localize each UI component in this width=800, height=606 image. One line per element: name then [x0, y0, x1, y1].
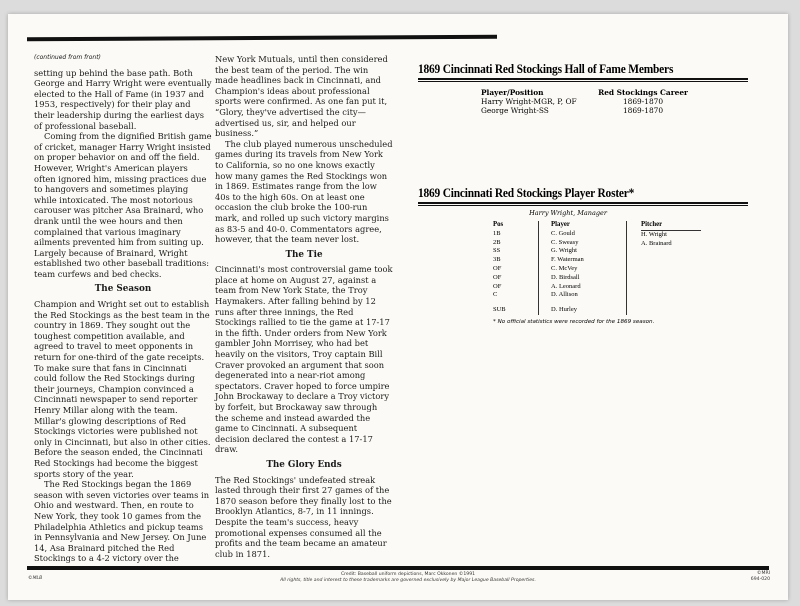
- roster-player: G. Wright: [551, 247, 577, 255]
- roster-table: [493, 221, 748, 315]
- header-career: Red Stockings Career: [598, 88, 688, 97]
- roster-pos: OF: [493, 273, 502, 281]
- hof-career: 1869-1870: [622, 106, 664, 115]
- continued-note: (continued from front): [34, 54, 101, 61]
- player-column: [538, 221, 626, 315]
- paragraph: setting up behind the base path. Both George and Harry Wright were eventually elected to the Hall of Fame (in 1937 and 1953, respectively) for their play and their leadership during the earliest days of professional baseball.: [34, 67, 212, 131]
- paragraph: Champion and Wright set out to establish the Red Stockings as the best team in the country in 1869. They sought out the toughest competition available, and agreed to travel to meet opponents in return for one-third of the gate receipts. To make sure that fans in Cincinnati could follow the Red Stockings during their journeys, Champion convinced a Cincinnati newspaper to send reporter Henry Millar along with the team. Millar's glowing descriptions of Red Stockings victories were published not only in Cincinnati, but also in other cities. Before the season ended, the Cincinnati Red Stockings had become the biggest sports story of the year.: [34, 299, 211, 479]
- title-rule: [418, 81, 748, 82]
- roster-pos: 1B: [493, 229, 501, 237]
- footer-mri: ©MRI: [756, 571, 770, 576]
- roster-player: D. Allison: [551, 291, 578, 299]
- roster-pitcher: A. Brainard: [641, 239, 672, 247]
- hall-of-fame-section: [418, 62, 748, 115]
- hall-of-fame-table: [481, 88, 748, 115]
- pitcher-column: [626, 221, 701, 315]
- footer-number: 694-020: [750, 577, 770, 582]
- paragraph: The club played numerous unscheduled games during its travels from New York to California, so no one knows exactly how many games the Red Stockings won in 1869. Estimates range from the low 40s to the high 60s. On at least one occasion the club broke the 100-run mark, and rolled up such victory margins as 83-5 and 40-0. Commentators agree, however, that the team never lost.: [215, 138, 393, 245]
- roster-pitcher: H. Wright: [641, 230, 667, 238]
- position-column: [493, 221, 538, 315]
- roster-player: D. Birdsall: [551, 273, 580, 281]
- roster-pos: OF: [493, 282, 502, 290]
- section-heading-tie: The Tie: [285, 249, 323, 260]
- roster-section: [418, 186, 748, 325]
- article-column-1: [34, 53, 212, 564]
- roster-player: C. Sweasy: [551, 238, 579, 246]
- footer-credit: Credit: Baseball uniform depictions, Marc Okkonen ©1991: [340, 572, 476, 577]
- roster-pos: C: [493, 291, 498, 299]
- footer-credits: [208, 572, 608, 584]
- table-row: [481, 97, 748, 106]
- roster-player: C. McVey: [551, 264, 578, 272]
- roster-footnote: * No official statistics were recorded for the 1869 season.: [493, 318, 655, 325]
- title-rule: [418, 205, 748, 206]
- section-heading-season: The Season: [94, 284, 152, 295]
- roster-pos: 2B: [493, 238, 501, 246]
- title-rule: [418, 202, 748, 204]
- article-column-2: [215, 54, 393, 559]
- roster-player-sub: D. Hurley: [551, 306, 577, 314]
- document-page: [8, 14, 788, 600]
- hall-of-fame-title: 1869 Cincinnati Red Stockings Hall of Fame Members: [418, 62, 674, 76]
- roster-player: F. Waterman: [551, 256, 584, 264]
- top-rule: [27, 35, 497, 41]
- roster-player: A. Leonard: [551, 282, 581, 290]
- footer-rights: All rights, title and interest to these trademarks are governed exclusively by Major League Baseball Properties.: [280, 578, 536, 583]
- section-heading-glory-ends: The Glory Ends: [266, 459, 342, 470]
- roster-pos-sub: SUB: [493, 306, 506, 314]
- paragraph: Coming from the dignified British game of cricket, manager Harry Wright insisted on proper behavior on and off the field. However, Wright's American players often ignored him, missing practices due to hangovers and sometimes playing while intoxicated. The most notorious carouser was pitcher Asa Brainard, who drank until the wee hours and then complained that various imaginary ailments prevented him from suiting up. Largely because of Brainard, Wright established two other baseball traditions: team curfews and bed checks.: [34, 131, 212, 279]
- roster-title: 1869 Cincinnati Red Stockings Player Roster*: [418, 186, 635, 200]
- paragraph: The Red Stockings' undefeated streak lasted through their first 27 games of the 1870 season before they finally lost to the Brooklyn Atlantics, 8-7, in 11 innings. Despite the team's success, heavy promotional expenses consumed all the profits and the team became an amateur club in 1871.: [215, 474, 392, 559]
- hof-player: George Wright-SS: [481, 106, 549, 115]
- roster-pos: SS: [493, 247, 501, 255]
- footer-mlb-mark: ©MLB: [28, 576, 43, 581]
- header-player-position: Player/Position: [481, 88, 544, 97]
- roster-pos: OF: [493, 264, 502, 272]
- table-row: [481, 106, 748, 115]
- header-player: Player: [551, 221, 570, 228]
- paragraph: The Red Stockings began the 1869 season with seven victories over teams in Ohio and westward. Then, en route to New York, they took 10 games from the Philadelphia Athletics and pickup teams in Pennsylvania and New Jersey. On June 14, Asa Brainard pitched the Red Stockings to a 4-2 victory over the: [34, 479, 210, 564]
- paragraph: New York Mutuals, until then considered the best team of the period. The win made headlines back in Cincinnati, and Champion's ideas about professional sports were confirmed. As one fan put it, “Glory, they've advertised the city—advertised us, sir, and helped our business.”: [215, 54, 388, 139]
- roster-pos: 3B: [493, 256, 501, 264]
- footer-code: [730, 571, 770, 583]
- hof-career: 1869-1870: [622, 97, 664, 106]
- hof-player: Harry Wright-MGR, P, OF: [481, 97, 577, 106]
- roster-player: C. Gould: [551, 229, 575, 237]
- header-pitcher: Pitcher: [641, 221, 701, 231]
- header-pos: Pos: [493, 221, 504, 228]
- table-header-row: [481, 88, 748, 97]
- roster-manager: Harry Wright, Manager: [529, 209, 607, 217]
- bottom-rule: [27, 566, 769, 570]
- title-rule: [418, 78, 748, 80]
- paragraph: Cincinnati's most controversial game took place at home on August 27, against a team from New York State, the Troy Haymakers. After falling behind by 12 runs after three innings, the Red Stockings rallied to tie the game at 17-17 in the fifth. Under orders from New York gambler John Morrisey, who had bet heavily on the visitors, Troy captain Bill Craver provoked an argument that soon degenerated into a near-riot among spectators. Craver hoped to force umpire John Brockaway to declare a Troy victory by forfeit, but Brockaway saw through the scheme and instead awarded the game to Cincinnati. A subsequent decision declared the contest a 17-17 draw.: [215, 264, 393, 455]
